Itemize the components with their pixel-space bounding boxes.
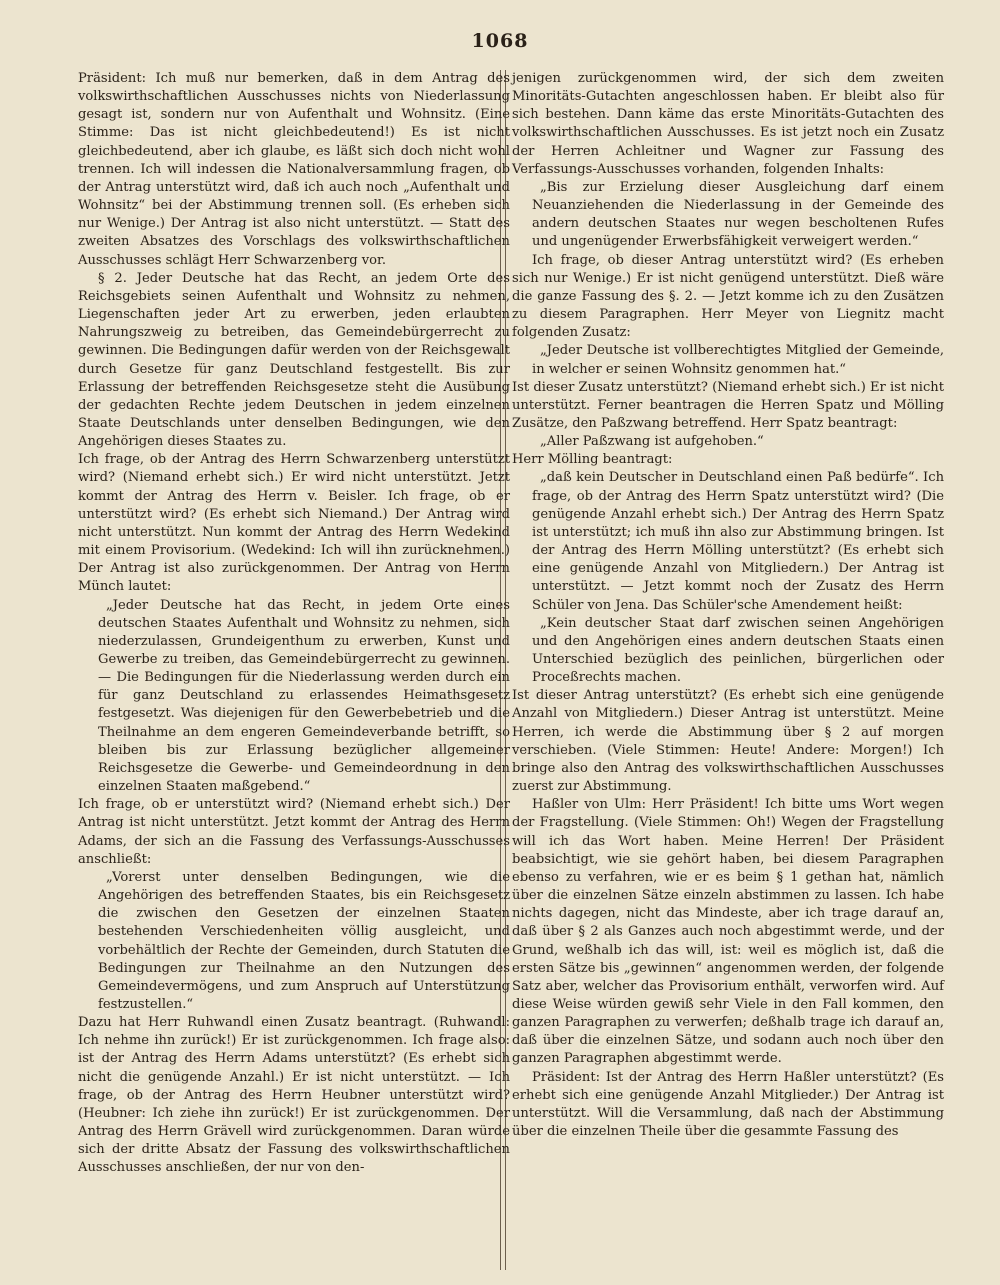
right-column — [512, 70, 944, 1141]
paragraph: „Vorerst unter denselben Bedingungen, wie die Angehörigen des betreffenden Staates, bis ein Reichsgesetz die zwischen den Gesetzen der einzelnen Staaten bestehenden Verschiedenheiten völlig ausgleicht, und vorbehältlich der Rechte der Gemeinden, durch Statuten die Bedingungen zur Theilnahme an den Nutzungen des Gemeindevermögens, und zum Anspruch auf Unterstützung festzustellen.“ — [98, 869, 510, 1012]
quotation — [532, 469, 944, 614]
paragraph: „daß kein Deutscher in Deutschland einen Paß bedürfe“. Ich frage, ob der Antrag des Herrn Spatz unterstützt wird? (Die genügende Anzahl erhebt sich.) Der Antrag des Herrn Spatz ist unterstützt; ich muß ihn also zur Abstimmung bringen. Ist der Antrag des Herrn Mölling unterstützt? (Es erhebt sich eine genügende Anzahl von Mitgliedern.) Der Antrag ist unterstützt. — Jetzt kommt noch der Zusatz des Herrn Schüler von Jena. Das Schüler'sche Amendement heißt: — [532, 470, 944, 613]
paragraph: Präsident: Ist der Antrag des Herrn Haßler unterstützt? (Es erhebt sich eine genügende Anzahl Mitglieder.) Der Antrag ist unterstützt. Will die Versammlung, daß nach der Abstimmung über die einzelnen Theile über die gesammte Fassung des — [512, 1069, 944, 1140]
paragraph: Ich frage, ob er unterstützt wird? (Niemand erhebt sich.) Der Antrag ist nicht unterstützt. Jetzt kommt der Antrag des Herrn Adams, der sich an die Fassung des Verfassungs-Ausschusses anschließt: — [78, 797, 510, 867]
paragraph: Ich frage, ob der Antrag des Herrn Schwarzenberg unterstützt wird? (Niemand erhebt sich.) Er wird nicht unterstützt. Jetzt kommt der Antrag des Herrn v. Beisler. Ich frage, ob er unterstützt wird? (Es erhebt sich Niemand.) Der Antrag wird nicht unterstützt. Nun kommt der Antrag des Herrn Wedekind mit einem Provisorium. (Wedekind: Ich will ihn zurücknehmen.) Der Antrag ist also zurückgenommen. Der Antrag von Herrn Münch lautet: — [78, 452, 510, 595]
paragraph: „Aller Paßzwang ist aufgehoben.“ — [540, 434, 764, 450]
paragraph: Herr Mölling beantragt: — [512, 452, 673, 468]
quotation — [532, 179, 944, 252]
paragraph: „Jeder Deutsche ist vollberechtigtes Mitglied der Gemeinde, in welcher er seinen Wohnsitz genommen hat.“ — [532, 343, 944, 377]
quotation — [532, 342, 944, 378]
paragraph: Präsident: Ich muß nur bemerken, daß in dem Antrag des volkswirthschaftlichen Ausschusses nichts von Niederlassung gesagt ist, sondern nur von Aufenthalt und Wohnsitz. (Eine Stimme: Das ist nicht gleichbedeutend!) Es ist nicht gleichbedeutend, aber ich glaube, es läßt sich doch nicht wohl trennen. Ich will indessen die Nationalversammlung fragen, ob der Antrag unterstützt wird, daß ich auch noch „Aufenthalt und Wohnsitz“ bei der Abstimmung trennen soll. (Es erheben sich nur Wenige.) Der Antrag ist also nicht unterstützt. — Statt des zweiten Absatzes des Vorschlags des volkswirthschaftlichen Ausschusses schlägt Herr Schwarzenberg vor. — [78, 71, 510, 268]
paragraph: § 2. Jeder Deutsche hat das Recht, an jedem Orte des Reichsgebiets seinen Aufenthalt und Wohnsitz zu nehmen, Liegenschaften jeder Art zu erwerben, jeden erlaubten Nahrungszweig zu betreiben, das Gemeindebürgerrecht zu gewinnen. Die Bedingungen dafür werden von der Reichsgewalt durch Gesetze für ganz Deutschland festgestellt. Bis zur Erlassung der betreffenden Reichsgesetze steht die Ausübung der gedachten Rechte jedem Deutschen in jedem einzelnen Staate Deutschlands unter denselben Bedingungen, wie den Angehörigen dieses Staates zu. — [78, 270, 510, 450]
paragraph: Dazu hat Herr Ruhwandl einen Zusatz beantragt. (Ruhwandl: Ich nehme ihn zurück!) Er ist zurückgenommen. Ich frage also: ist der Antrag des Herrn Adams unterstützt? (Es erhebt sich nicht die genügende Anzahl.) Er ist nicht unterstützt. — Ich frage, ob der Antrag des Herrn Heubner unterstützt wird? (Heubner: Ich ziehe ihn zurück!) Er ist zurückgenommen. Der Antrag des Herrn Grävell wird zurückgenommen. Daran würde sich der dritte Absatz der Fassung des volkswirthschaftlichen Ausschusses anschließen, der nur von den- — [78, 1015, 510, 1176]
paragraph: Ich frage, ob dieser Antrag unterstützt wird? (Es erheben sich nur Wenige.) Er ist nicht genügend unterstützt. Dieß wäre die ganze Fassung des §. 2. — Jetzt komme ich zu den Zusätzen zu diesem Paragraphen. Herr Meyer von Liegnitz macht folgenden Zusatz: — [512, 252, 944, 341]
left-column — [78, 70, 510, 1178]
quotation — [98, 869, 510, 1014]
paragraph: Ist dieser Antrag unterstützt? (Es erhebt sich eine genügende Anzahl von Mitgliedern.) Dieser Antrag ist unterstützt. Meine Herren, ich werde die Abstimmung über § 2 auf morgen verschieben. (Viele Stimmen: Heute! Andere: Morgen!) Ich bringe also den Antrag des volkswirthschaftlichen Ausschusses zuerst zur Abstimmung. — [512, 688, 944, 795]
paragraph: „Kein deutscher Staat darf zwischen seinen Angehörigen und den Angehörigen eines andern deutschen Staats einen Unterschied bezüglich des peinlichen, bürgerlichen oder Proceßrechts machen. — [532, 615, 944, 686]
page-number: 1068 — [471, 30, 529, 52]
quotation — [532, 615, 944, 688]
paragraph: Haßler von Ulm: Herr Präsident! Ich bitte ums Wort wegen der Fragstellung. (Viele Stimmen: Oh!) Wegen der Fragstellung will ich das Wort haben. Meine Herren! Der Präsident beabsichtigt, wie sie gehört haben, bei diesem Paragraphen ebenso zu verfahren, wie er es beim § 1 gethan hat, nämlich über die einzelnen Sätze einzeln abstimmen zu lassen. Ich habe nichts dagegen, nicht das Mindeste, aber ich trage darauf an, daß über § 2 als Ganzes auch noch abgestimmt werde, und der Grund, weßhalb ich das will, ist: weil es möglich ist, daß die ersten Sätze bis „gewinnen“ angenommen werden, der folgende Satz aber, welcher das Provisorium enthält, verworfen wird. Auf diese Weise würden gewiß sehr Viele in den Fall kommen, den ganzen Paragraphen zu verwerfen; deßhalb trage ich darauf an, daß über die einzelnen Sätze, und sodann auch noch über den ganzen Paragraphen abgestimmt werde. — [512, 797, 944, 1067]
quotation — [532, 433, 944, 451]
paragraph: „Jeder Deutsche hat das Recht, in jedem Orte eines deutschen Staates Aufenthalt und Wohnsitz zu nehmen, sich niederzulassen, Grundeigenthum zu erwerben, Kunst und Gewerbe zu treiben, das Gemeindebürgerrecht zu gewinnen. — Die Bedingungen für die Niederlassung werden durch ein für ganz Deutschland zu erlassendes Heimathsgesetz festgesetzt. Was diejenigen für den Gewerbebetrieb und die Theilnahme an dem engeren Gemeindeverbande betrifft, so bleiben bis zur Erlassung bezüglicher allgemeiner Reichsgesetze die Gewerbe- und Gemeindeordnung in den einzelnen Staaten maßgebend.“ — [98, 597, 510, 795]
paragraph: jenigen zurückgenommen wird, der sich dem zweiten Minoritäts-Gutachten angeschlossen haben. Er bleibt also für sich bestehen. Dann käme das erste Minoritäts-Gutachten des volkswirthschaftlichen Ausschusses. Es ist jetzt noch ein Zusatz der Herren Achleitner und Wagner zur Fassung des Verfassungs-Ausschusses vorhanden, folgenden Inhalts: — [512, 71, 944, 177]
quotation — [98, 597, 510, 797]
paragraph: Ist dieser Zusatz unterstützt? (Niemand erhebt sich.) Er ist nicht unterstützt. Ferner beantragen die Herren Spatz und Mölling Zusätze, den Paßzwang betreffend. Herr Spatz beantragt: — [512, 379, 944, 431]
paragraph: „Bis zur Erzielung dieser Ausgleichung darf einem Neuanziehenden die Niederlassung in der Gemeinde des andern deutschen Staates nur wegen bescholtenen Rufes und ungenügender Erwerbsfähigkeit verweigert werden.“ — [532, 179, 944, 250]
